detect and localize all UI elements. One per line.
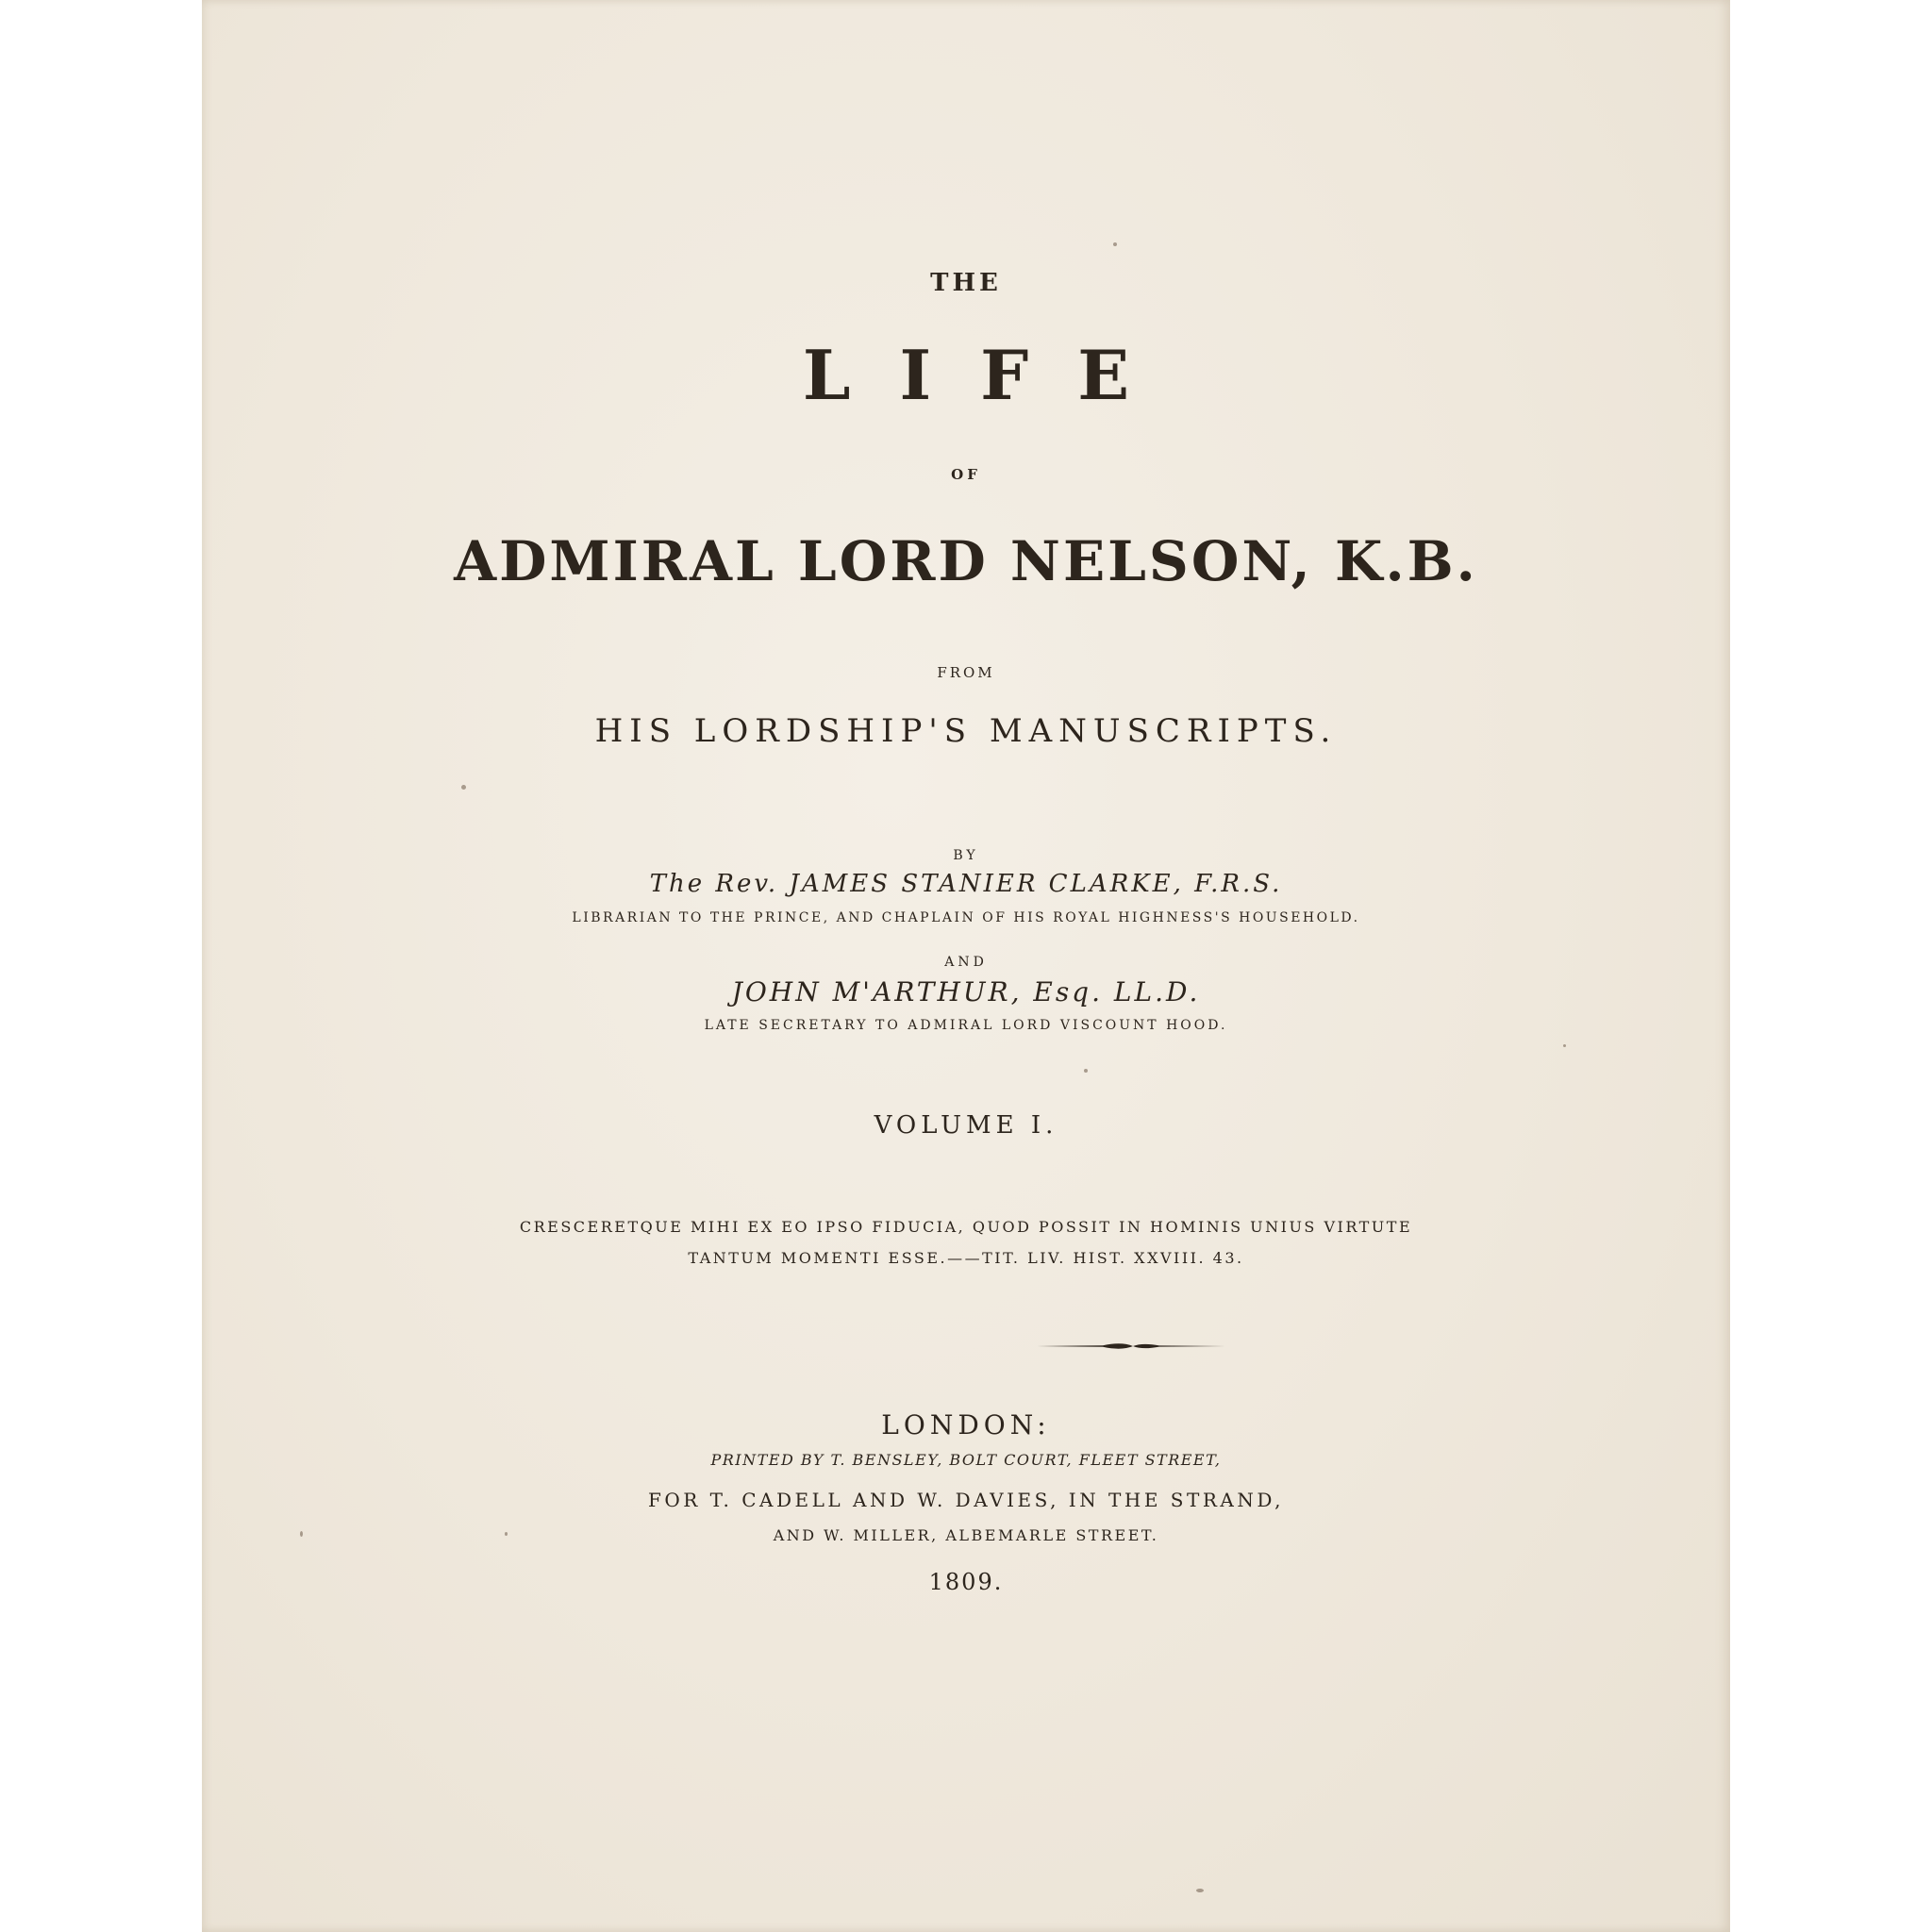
title-subject: ADMIRAL LORD NELSON, K.B. [454,529,1478,593]
title-source: HIS LORDSHIP'S MANUSCRIPTS. [594,712,1338,750]
paper-speck [300,1531,303,1537]
paper-speck [1113,242,1117,246]
paper-speck [461,785,466,790]
volume-number: VOLUME I. [874,1111,1058,1140]
author-clarke: The Rev. JAMES STANIER CLARKE, F.R.S. [649,870,1283,898]
title-page [202,0,1730,1932]
title-from: FROM [937,664,995,681]
paper-speck [1563,1044,1566,1047]
imprint-publisher-2: AND W. MILLER, ALBEMARLE STREET. [773,1526,1159,1544]
byline-by: BY [953,848,979,863]
epigraph-line-1: CRESCERETQUE MIHI EX EO IPSO FIDUCIA, QUOD POSSIT IN HOMINIS UNIUS VIRTUTE [519,1218,1413,1236]
ornament-rule-icon [1037,1338,1225,1355]
byline-and: AND [944,955,988,970]
author-marthur: JOHN M'ARTHUR, Esq. LL.D. [731,976,1201,1008]
imprint-printer: PRINTED BY T. BENSLEY, BOLT COURT, FLEET STREET, [710,1451,1222,1469]
imprint-year: 1809. [928,1569,1004,1595]
paper-speck [505,1532,508,1536]
author-clarke-role: LIBRARIAN TO THE PRINCE, AND CHAPLAIN OF HIS ROYAL HIGHNESS'S HOUSEHOLD. [572,910,1360,925]
paper-speck [1196,1889,1204,1892]
title-the: THE [930,269,1002,297]
imprint-place: LONDON: [881,1409,1051,1441]
paper-speck [1084,1069,1088,1073]
author-marthur-role: LATE SECRETARY TO ADMIRAL LORD VISCOUNT HOOD. [704,1018,1228,1033]
title-of: OF [951,466,981,483]
title-life: LIFE [802,335,1179,415]
epigraph-line-2: TANTUM MOMENTI ESSE.——TIT. LIV. HIST. XXVIII. 43. [688,1249,1244,1267]
imprint-publisher-1: FOR T. CADELL AND W. DAVIES, IN THE STRAND, [647,1489,1285,1511]
